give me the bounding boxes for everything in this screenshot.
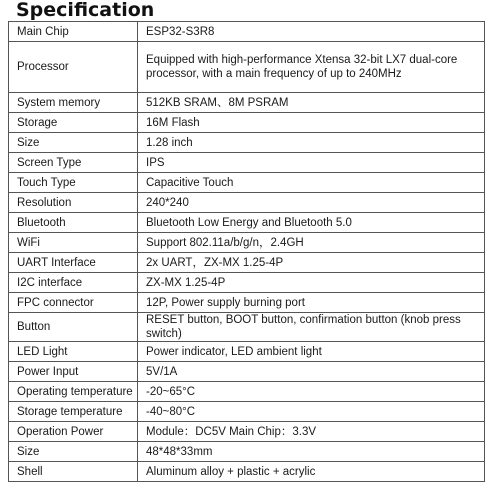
table-row xyxy=(9,22,485,42)
row-value: IPS xyxy=(138,153,485,173)
row-label: Main Chip xyxy=(9,22,138,42)
row-label: LED Light xyxy=(9,342,138,362)
row-value: Aluminum alloy + plastic + acrylic xyxy=(138,462,485,482)
table-row xyxy=(9,362,485,382)
table-row xyxy=(9,293,485,313)
row-label: Storage temperature xyxy=(9,402,138,422)
table-row xyxy=(9,253,485,273)
row-label: Touch Type xyxy=(9,173,138,193)
row-label: I2C interface xyxy=(9,273,138,293)
table-row xyxy=(9,133,485,153)
table-row xyxy=(9,113,485,133)
table-row xyxy=(9,233,485,253)
row-label: Button xyxy=(9,313,138,342)
row-label: Size xyxy=(9,442,138,462)
table-row xyxy=(9,382,485,402)
table-row xyxy=(9,273,485,293)
row-label: Power Input xyxy=(9,362,138,382)
row-label: Shell xyxy=(9,462,138,482)
row-label: Processor xyxy=(9,42,138,93)
row-value: Equipped with high-performance Xtensa 32-bit LX7 dual-core processor, with a main frequency of up to 240MHz xyxy=(138,42,485,93)
row-label: Operation Power xyxy=(9,422,138,442)
table-row xyxy=(9,462,485,482)
row-value: 12P, Power supply burning port xyxy=(138,293,485,313)
row-value: -20~65°C xyxy=(138,382,485,402)
table-row xyxy=(9,442,485,462)
row-value: Module：DC5V Main Chip：3.3V xyxy=(138,422,485,442)
row-value: 2x UART，ZX-MX 1.25-4P xyxy=(138,253,485,273)
row-label: Resolution xyxy=(9,193,138,213)
table-row xyxy=(9,422,485,442)
row-value: 48*48*33mm xyxy=(138,442,485,462)
row-label: UART Interface xyxy=(9,253,138,273)
row-value: 512KB SRAM、8M PSRAM xyxy=(138,93,485,113)
row-value: 240*240 xyxy=(138,193,485,213)
table-row xyxy=(9,42,485,93)
row-label: WiFi xyxy=(9,233,138,253)
table-row xyxy=(9,193,485,213)
table-row xyxy=(9,313,485,342)
row-label: Bluetooth xyxy=(9,213,138,233)
row-label: Screen Type xyxy=(9,153,138,173)
table-row xyxy=(9,342,485,362)
row-value: 1.28 inch xyxy=(138,133,485,153)
row-value: Capacitive Touch xyxy=(138,173,485,193)
table-row xyxy=(9,213,485,233)
row-label: System memory xyxy=(9,93,138,113)
table-row xyxy=(9,93,485,113)
row-value: Power indicator, LED ambient light xyxy=(138,342,485,362)
row-label: FPC connector xyxy=(9,293,138,313)
row-label: Storage xyxy=(9,113,138,133)
table-row xyxy=(9,153,485,173)
row-value: -40~80°C xyxy=(138,402,485,422)
table-row xyxy=(9,402,485,422)
row-value: ESP32-S3R8 xyxy=(138,22,485,42)
row-label: Operating temperature xyxy=(9,382,138,402)
row-value: 16M Flash xyxy=(138,113,485,133)
row-value: RESET button, BOOT button, confirmation button (knob press switch) xyxy=(138,313,485,342)
row-label: Size xyxy=(9,133,138,153)
page-title: Specification xyxy=(16,0,155,21)
row-value: ZX-MX 1.25-4P xyxy=(138,273,485,293)
row-value: Bluetooth Low Energy and Bluetooth 5.0 xyxy=(138,213,485,233)
row-value: 5V/1A xyxy=(138,362,485,382)
table-row xyxy=(9,173,485,193)
specification-table xyxy=(8,21,485,482)
row-value: Support 802.11a/b/g/n，2.4GH xyxy=(138,233,485,253)
